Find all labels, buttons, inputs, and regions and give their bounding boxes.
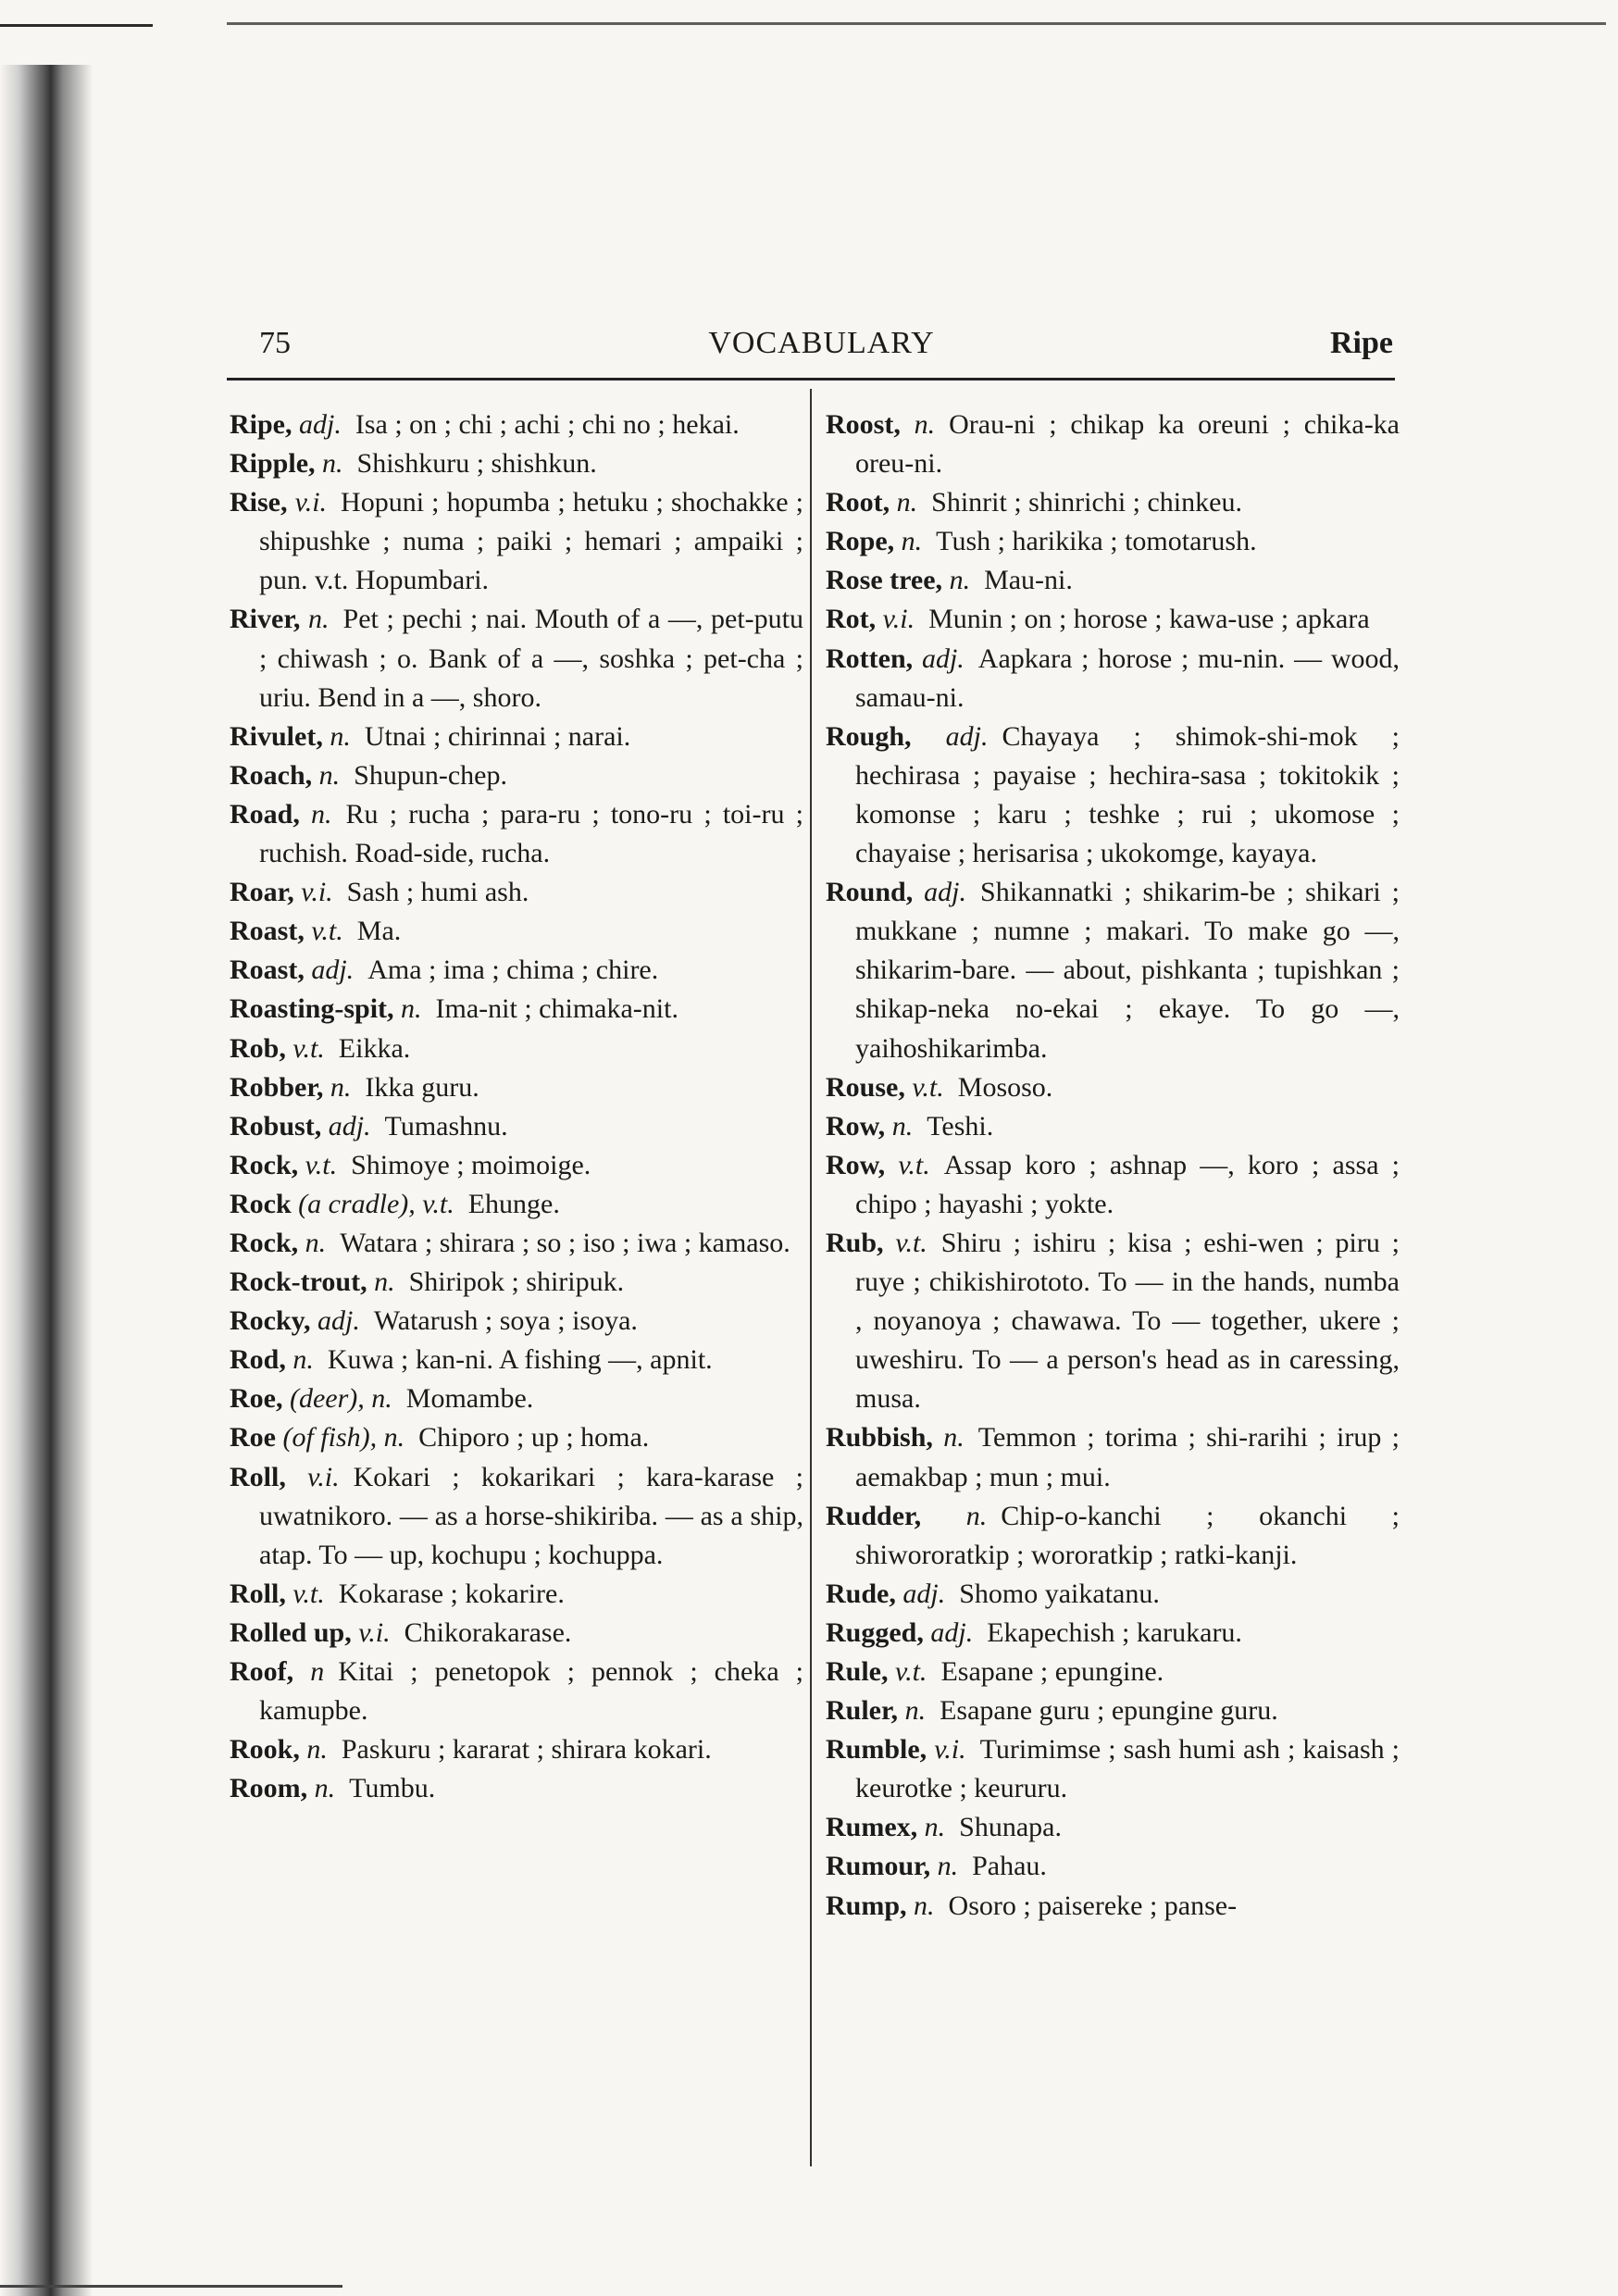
entry-part-of-speech: v.t. bbox=[895, 1227, 927, 1258]
entry-part-of-speech: n. bbox=[374, 1267, 395, 1298]
dictionary-entry bbox=[826, 600, 1400, 639]
entry-part-of-speech: v.i. bbox=[294, 487, 328, 518]
dictionary-entry bbox=[230, 951, 803, 990]
entry-definition: Esapane ; epungine. bbox=[940, 1656, 1164, 1687]
entry-part-of-speech: v.t. bbox=[895, 1656, 927, 1687]
book-spine-shadow bbox=[0, 65, 93, 2296]
entry-headword: Roach, bbox=[230, 759, 313, 791]
entry-headword: Ripe, bbox=[230, 409, 292, 440]
entry-headword: Rook, bbox=[230, 1734, 300, 1766]
entry-definition: Kitai ; penetopok ; pennok ; cheka ; kamupbe. bbox=[259, 1656, 804, 1727]
entry-part-of-speech: v.t. bbox=[292, 1578, 325, 1609]
dictionary-entry bbox=[826, 1691, 1400, 1730]
entry-headword: Robber, bbox=[230, 1071, 324, 1103]
entry-part-of-speech: adj. bbox=[902, 1578, 946, 1609]
dictionary-entry bbox=[230, 483, 803, 600]
dictionary-entry bbox=[230, 1730, 803, 1769]
entry-part-of-speech: v.t. bbox=[311, 916, 343, 947]
entry-definition: Ru ; rucha ; para-ru ; tono-ru ; toi-ru ; ruchish. Road-side, rucha. bbox=[259, 798, 804, 869]
entry-headword: Rough, bbox=[826, 720, 912, 752]
dictionary-entry bbox=[826, 1068, 1400, 1107]
entry-part-of-speech: n. bbox=[330, 1071, 352, 1103]
dictionary-entry bbox=[826, 1887, 1400, 1926]
entry-part-of-speech: (deer), n. bbox=[289, 1383, 392, 1415]
entry-headword: Root, bbox=[826, 487, 890, 518]
entry-part-of-speech: n. bbox=[318, 759, 341, 791]
entry-headword: Rude, bbox=[826, 1578, 896, 1609]
entry-definition: Tumashnu. bbox=[384, 1110, 508, 1142]
column-divider bbox=[810, 389, 812, 2166]
entry-definition: Shupun-chep. bbox=[354, 759, 507, 791]
entry-part-of-speech: n. bbox=[891, 1110, 914, 1142]
entry-definition: Chayaya ; shimok-shi-mok ; hechirasa ; payaise ; hechira-sasa ; tokitokik ; komonse ; karu ; teshke ; rui ; ukomose ; chayaise ; herisarisa ; ukokomge, kayaya. bbox=[855, 720, 1400, 869]
dictionary-entry bbox=[230, 600, 803, 717]
entry-headword: Roof, bbox=[230, 1656, 294, 1687]
entry-definition: Tumbu. bbox=[349, 1773, 436, 1804]
entry-headword: Roll, bbox=[230, 1578, 286, 1609]
dictionary-entry bbox=[826, 1107, 1400, 1146]
dictionary-entry bbox=[826, 1614, 1400, 1653]
dictionary-entry bbox=[826, 483, 1400, 522]
dictionary-entry bbox=[230, 1575, 803, 1614]
dictionary-entry bbox=[230, 912, 803, 951]
entry-part-of-speech: n. bbox=[306, 1734, 328, 1766]
entry-headword: Road, bbox=[230, 798, 300, 830]
entry-definition: Ama ; ima ; chima ; chire. bbox=[367, 955, 659, 986]
dictionary-entry bbox=[230, 444, 803, 483]
entry-headword: Rolled up, bbox=[230, 1616, 352, 1648]
dictionary-entry bbox=[230, 1185, 803, 1224]
entry-headword: Roll, bbox=[230, 1461, 286, 1492]
dictionary-entry bbox=[826, 1224, 1400, 1418]
dictionary-entry bbox=[826, 1730, 1400, 1808]
entry-headword: Rumex, bbox=[826, 1812, 918, 1843]
dictionary-entry bbox=[230, 406, 803, 444]
entry-headword: Ruler, bbox=[826, 1695, 899, 1727]
entry-definition: Utnai ; chirinnai ; narai. bbox=[364, 720, 631, 752]
dictionary-entry bbox=[826, 1808, 1400, 1847]
entry-part-of-speech: n. bbox=[330, 720, 351, 752]
entry-headword: Round, bbox=[826, 877, 914, 908]
entry-headword: Rugged, bbox=[826, 1616, 924, 1648]
dictionary-entry bbox=[230, 1107, 803, 1146]
running-header bbox=[250, 315, 1393, 370]
entry-headword: Rubbish, bbox=[826, 1422, 933, 1454]
entry-headword: Rump, bbox=[826, 1890, 907, 1921]
entry-headword: Roasting-spit, bbox=[230, 993, 394, 1025]
entry-definition: Pahau. bbox=[972, 1851, 1047, 1882]
entry-definition: Ma. bbox=[356, 916, 402, 947]
entry-part-of-speech: n. bbox=[914, 1890, 935, 1921]
dictionary-entry bbox=[826, 640, 1400, 718]
entry-headword: Rock bbox=[230, 1188, 292, 1219]
entry-headword: Rocky, bbox=[230, 1305, 311, 1337]
entry-part-of-speech: n. bbox=[314, 1773, 336, 1804]
entry-definition: Eikka. bbox=[338, 1032, 411, 1064]
left-column bbox=[230, 406, 803, 1808]
dictionary-entry bbox=[826, 1497, 1400, 1575]
entry-definition: Mau-ni. bbox=[984, 565, 1073, 596]
entry-definition: Shishkuru ; shishkun. bbox=[356, 448, 597, 480]
dictionary-entry bbox=[230, 718, 803, 756]
entry-headword: Rose tree, bbox=[826, 565, 943, 596]
dictionary-entry bbox=[230, 1418, 803, 1457]
entry-definition: Ima-nit ; chimaka-nit. bbox=[435, 993, 678, 1025]
bottom-rule bbox=[0, 2285, 342, 2288]
dictionary-entry bbox=[826, 1653, 1400, 1691]
entry-part-of-speech: (a cradle), v.t. bbox=[298, 1188, 454, 1219]
dictionary-entry bbox=[230, 1341, 803, 1379]
entry-headword: Rot, bbox=[826, 604, 877, 635]
dictionary-entry bbox=[230, 1263, 803, 1302]
entry-part-of-speech: adj. bbox=[299, 409, 342, 440]
entry-definition: Sash ; humi ash. bbox=[346, 877, 529, 908]
dictionary-entry bbox=[826, 1847, 1400, 1886]
entry-headword: Rouse, bbox=[826, 1071, 905, 1103]
entry-headword: Row, bbox=[826, 1110, 886, 1142]
entry-headword: Rob, bbox=[230, 1032, 286, 1064]
entry-headword: Room, bbox=[230, 1773, 308, 1804]
entry-part-of-speech: n. bbox=[965, 1500, 988, 1531]
entry-part-of-speech: v.i. bbox=[307, 1461, 340, 1492]
entry-definition: Assap koro ; ashnap —, koro ; assa ; chipo ; hayashi ; yokte. bbox=[855, 1149, 1400, 1219]
entry-definition: Shiripok ; shiripuk. bbox=[408, 1267, 625, 1298]
dictionary-entry bbox=[826, 873, 1400, 1067]
page-title: VOCABULARY bbox=[708, 326, 935, 360]
entry-headword: Row, bbox=[826, 1149, 886, 1180]
entry-definition: Teshi. bbox=[927, 1110, 994, 1142]
dictionary-entry bbox=[230, 1769, 803, 1808]
entry-definition: Shinrit ; shinrichi ; chinkeu. bbox=[931, 487, 1242, 518]
entry-definition: Pet ; pechi ; nai. Mouth of a —, pet-putu ; chiwash ; o. Bank of a —, soshka ; pet-cha ; uriu. Bend in a —, shoro. bbox=[259, 604, 803, 713]
entry-part-of-speech: v.t. bbox=[912, 1071, 944, 1103]
entry-part-of-speech: (of fish), n. bbox=[282, 1422, 405, 1454]
entry-part-of-speech: n. bbox=[937, 1851, 959, 1882]
entry-part-of-speech: v.t. bbox=[292, 1032, 325, 1064]
dictionary-entry bbox=[230, 1029, 803, 1068]
page-number: 75 bbox=[259, 326, 291, 360]
dictionary-entry bbox=[826, 561, 1400, 600]
header-rule bbox=[227, 378, 1395, 381]
entry-definition: Shomo yaikatanu. bbox=[959, 1578, 1160, 1609]
entry-definition: Shimoye ; moimoige. bbox=[351, 1149, 591, 1180]
entry-headword: Rudder, bbox=[826, 1500, 922, 1531]
entry-part-of-speech: adj. bbox=[945, 720, 989, 752]
entry-headword: River, bbox=[230, 604, 301, 635]
entry-part-of-speech: adj. bbox=[311, 955, 355, 986]
top-rule-left bbox=[0, 24, 153, 27]
guide-word: Ripe bbox=[1330, 326, 1393, 360]
dictionary-entry bbox=[826, 1146, 1400, 1224]
dictionary-entry bbox=[230, 1379, 803, 1418]
entry-definition: Shiru ; ishiru ; kisa ; eshi-wen ; piru ; ruye ; chikishirototo. To — in the hands, numba , noyanoya ; chawawa. To — together, ukere ; uweshiru. To — a person's head as in caressing, musa. bbox=[855, 1227, 1400, 1415]
entry-definition: Aapkara ; horose ; mu-nin. — wood, samau-ni. bbox=[855, 643, 1400, 713]
entry-definition: Mososo. bbox=[957, 1071, 1053, 1103]
entry-headword: Rock, bbox=[230, 1149, 299, 1180]
entry-part-of-speech: n. bbox=[401, 993, 422, 1025]
entry-part-of-speech: n. bbox=[904, 1695, 927, 1727]
entry-definition: Kokarase ; kokarire. bbox=[338, 1578, 565, 1609]
dictionary-entry bbox=[826, 718, 1400, 873]
dictionary-entry bbox=[826, 1575, 1400, 1614]
entry-definition: Shunapa. bbox=[959, 1812, 1062, 1843]
entry-definition: Chip-o-kanchi ; okanchi ; shiwororatkip ; wororatkip ; ratki-kanji. bbox=[855, 1500, 1400, 1570]
entry-definition: Watarush ; soya ; isoya. bbox=[373, 1305, 638, 1337]
dictionary-entry bbox=[826, 1418, 1400, 1496]
entry-part-of-speech: n. bbox=[311, 798, 332, 830]
entry-part-of-speech: v.i. bbox=[934, 1734, 966, 1766]
entry-definition: Momambe. bbox=[405, 1383, 534, 1415]
entry-headword: Rock, bbox=[230, 1227, 299, 1258]
dictionary-entry bbox=[230, 1614, 803, 1653]
entry-part-of-speech: v.i. bbox=[358, 1616, 391, 1648]
entry-definition: Chikorakarase. bbox=[404, 1616, 572, 1648]
entry-headword: Roast, bbox=[230, 916, 305, 947]
entry-definition: Temmon ; torima ; shi-rarihi ; irup ; aemakbap ; mun ; mui. bbox=[855, 1422, 1400, 1492]
entry-definition: Chiporo ; up ; homa. bbox=[418, 1422, 650, 1454]
entry-headword: Roe, bbox=[230, 1383, 283, 1415]
entry-headword: Roar, bbox=[230, 877, 294, 908]
top-rule-right bbox=[227, 22, 1606, 25]
entry-part-of-speech: n. bbox=[901, 526, 923, 557]
dictionary-entry bbox=[826, 406, 1400, 483]
entry-part-of-speech: n. bbox=[292, 1344, 314, 1376]
entry-definition: Ekapechish ; karukaru. bbox=[987, 1616, 1242, 1648]
entry-part-of-speech: v.t. bbox=[898, 1149, 930, 1180]
entry-definition: Kokari ; kokarikari ; kara-karase ; uwatnikoro. — as a horse-shikiriba. — as a ship, atap. To — up, kochupu ; kochuppa. bbox=[259, 1461, 803, 1570]
dictionary-entry bbox=[230, 990, 803, 1029]
entry-definition: Osoro ; paisereke ; panse- bbox=[948, 1890, 1238, 1921]
entry-headword: Roe bbox=[230, 1422, 276, 1454]
entry-definition: Tush ; harikika ; tomotarush. bbox=[936, 526, 1257, 557]
entry-headword: Rock-trout, bbox=[230, 1267, 367, 1298]
entry-headword: Rule, bbox=[826, 1656, 889, 1687]
entry-headword: Rub, bbox=[826, 1227, 884, 1258]
entry-definition: Kuwa ; kan-ni. A fishing —, apnit. bbox=[327, 1344, 713, 1376]
entry-definition: Turimimse ; sash humi ash ; kaisash ; keurotke ; keururu. bbox=[855, 1734, 1400, 1804]
entry-definition: Watara ; shirara ; so ; iso ; iwa ; kamaso. bbox=[340, 1227, 790, 1258]
dictionary-entry bbox=[230, 1146, 803, 1185]
dictionary-entry bbox=[230, 795, 803, 873]
dictionary-entry bbox=[230, 756, 803, 795]
dictionary-entry bbox=[230, 873, 803, 912]
entry-headword: Rise, bbox=[230, 487, 288, 518]
entry-definition: Ehunge. bbox=[467, 1188, 560, 1219]
entry-part-of-speech: adj. bbox=[921, 643, 965, 674]
entry-definition: Hopuni ; hopumba ; hetuku ; shochakke ; shipushke ; numa ; paiki ; hemari ; ampaiki ; pun. v.t. Hopumbari. bbox=[259, 487, 804, 596]
entry-headword: Rumour, bbox=[826, 1851, 931, 1882]
entry-definition: Munin ; on ; horose ; kawa-use ; apkara bbox=[928, 604, 1370, 635]
entry-part-of-speech: n. bbox=[943, 1422, 965, 1454]
entry-part-of-speech: adj. bbox=[328, 1110, 371, 1142]
entry-headword: Rod, bbox=[230, 1344, 286, 1376]
entry-definition: Paskuru ; kararat ; shirara kokari. bbox=[341, 1734, 712, 1766]
entry-part-of-speech: n. bbox=[924, 1812, 946, 1843]
right-column bbox=[826, 406, 1400, 1926]
entry-headword: Ripple, bbox=[230, 448, 316, 480]
dictionary-entry bbox=[230, 1224, 803, 1263]
entry-headword: Roast, bbox=[230, 955, 305, 986]
entry-definition: Isa ; on ; chi ; achi ; chi no ; hekai. bbox=[355, 409, 740, 440]
entry-definition: Shikannatki ; shikarim-be ; shikari ; mukkane ; numne ; makari. To make go —, shikarim-bare. — about, pishkanta ; tupishkan ; shikap-neka no-ekai ; ekaye. To go —, yaihoshikarimba. bbox=[855, 877, 1400, 1064]
dictionary-entry bbox=[230, 1068, 803, 1107]
entry-part-of-speech: adj. bbox=[924, 877, 967, 908]
entry-part-of-speech: n. bbox=[896, 487, 918, 518]
entry-part-of-speech: n bbox=[310, 1656, 325, 1687]
entry-part-of-speech: n. bbox=[914, 409, 936, 440]
entry-definition: Esapane guru ; epungine guru. bbox=[940, 1695, 1278, 1727]
entry-definition: Ikka guru. bbox=[365, 1071, 479, 1103]
dictionary-entry bbox=[230, 1653, 803, 1730]
entry-part-of-speech: v.i. bbox=[301, 877, 333, 908]
entry-part-of-speech: adj. bbox=[930, 1616, 974, 1648]
entry-headword: Rumble, bbox=[826, 1734, 927, 1766]
entry-headword: Rope, bbox=[826, 526, 895, 557]
entry-part-of-speech: v.t. bbox=[305, 1149, 338, 1180]
dictionary-entry bbox=[230, 1302, 803, 1341]
entry-part-of-speech: n. bbox=[308, 604, 330, 635]
entry-headword: Robust, bbox=[230, 1110, 322, 1142]
entry-headword: Rotten, bbox=[826, 643, 914, 674]
entry-part-of-speech: n. bbox=[949, 565, 971, 596]
entry-definition: Orau-ni ; chikap ka oreuni ; chika-ka oreu-ni. bbox=[855, 409, 1400, 480]
dictionary-entry bbox=[826, 522, 1400, 561]
entry-part-of-speech: n. bbox=[322, 448, 343, 480]
entry-part-of-speech: adj. bbox=[317, 1305, 360, 1337]
entry-part-of-speech: v.i. bbox=[882, 604, 915, 635]
entry-headword: Rivulet, bbox=[230, 720, 323, 752]
entry-headword: Roost, bbox=[826, 409, 901, 440]
entry-part-of-speech: n. bbox=[305, 1227, 327, 1258]
dictionary-entry bbox=[230, 1458, 803, 1575]
